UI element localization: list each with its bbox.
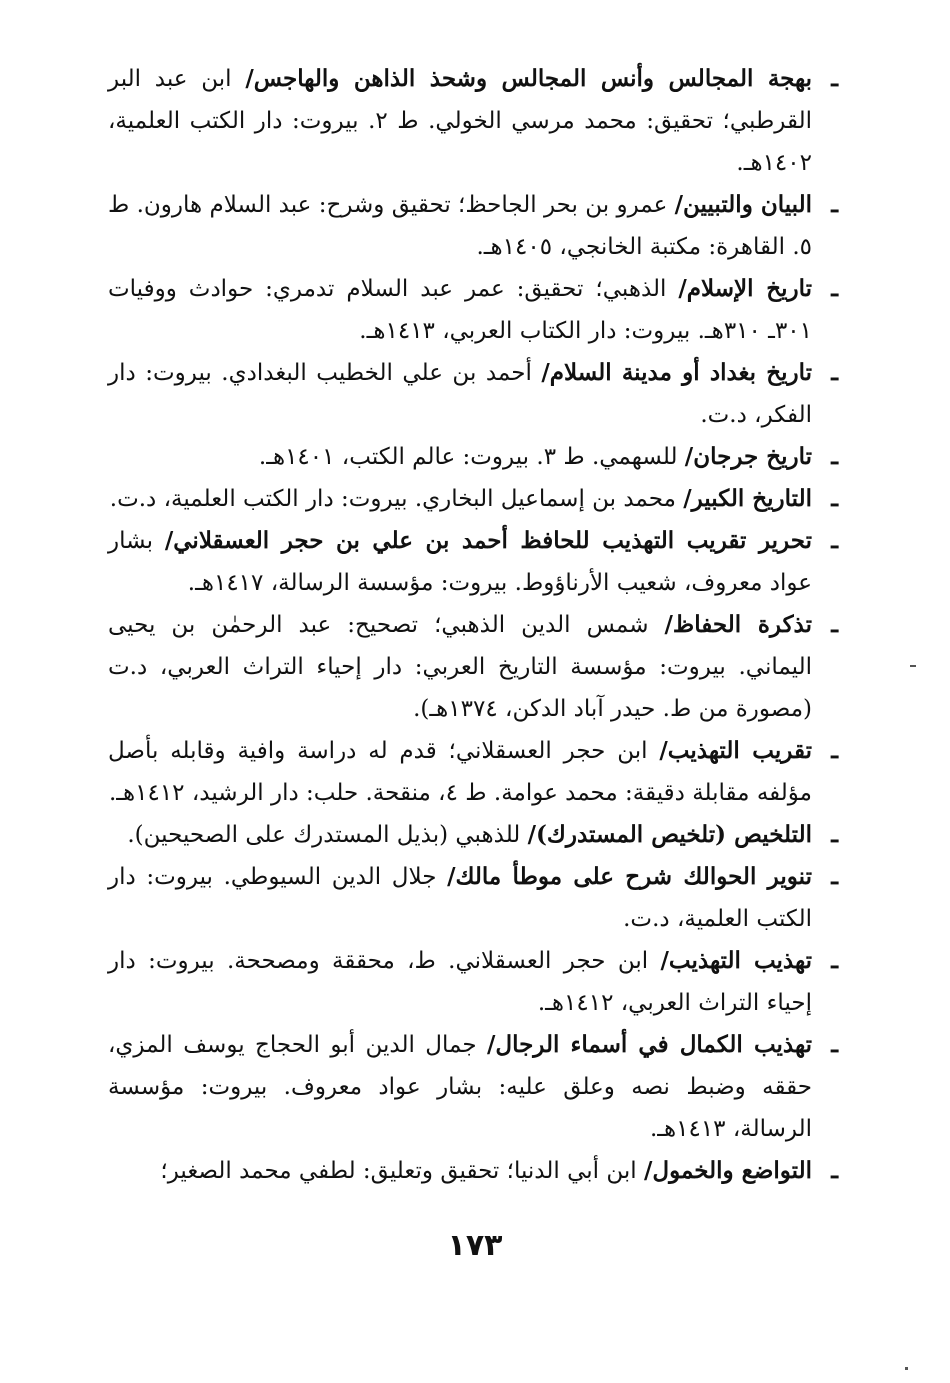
entry-dash: ـ [831, 821, 838, 848]
entry-title: التواضع والخمول/ [643, 1157, 812, 1184]
entry-title: تاريخ جرجان/ [684, 443, 812, 470]
entry-details: محمد بن إسماعيل البخاري. بيروت: دار الكتب العلمية، د.ت. [109, 486, 684, 512]
entry-title: تقريب التهذيب/ [659, 737, 812, 764]
page-number: ١٧٣ [447, 1228, 503, 1263]
bibliography-page [108, 58, 838, 1192]
bibliography-entry [108, 1150, 838, 1192]
entry-title: تاريخ الإسلام/ [678, 275, 812, 302]
scan-speck [905, 1367, 908, 1370]
entry-details: الذهبي؛ تحقيق: عمر عبد السلام تدمري: حوادث ووفيات ٣٠١ـ ٣١٠هـ. بيروت: دار الكتاب العربي، ١٤١٣هـ. [108, 276, 812, 344]
entry-details: جلال الدين السيوطي. بيروت: دار الكتب العلمية، د.ت. [108, 864, 812, 932]
entry-details: للسهمي. ط ٣. بيروت: عالم الكتب، ١٤٠١هـ. [258, 444, 685, 470]
entry-details: ابن أبي الدنيا؛ تحقيق وتعليق: لطفي محمد الصغير؛ [160, 1158, 644, 1184]
bibliography-entry [108, 352, 838, 436]
entry-details: جمال الدين أبو الحجاج يوسف المزي، حققه وضبط نصه وعلق عليه: بشار عواد معروف. بيروت: مؤسسة الرسالة، ١٤١٣هـ. [108, 1032, 812, 1142]
entry-details: للذهبي (بذيل المستدرك على الصحيحين). [127, 822, 528, 848]
bibliography-entry [108, 184, 838, 268]
entry-details: ابن حجر العسقلاني. ط، محققة ومصححة. بيروت: دار إحياء التراث العربي، ١٤١٢هـ. [108, 948, 812, 1016]
bibliography-entry [108, 478, 838, 520]
entry-details: شمس الدين الذهبي؛ تصحيح: عبد الرحمٰن بن يحيى اليماني. بيروت: مؤسسة التاريخ العربي: دار إحياء التراث العربي، د.ت (مصورة من ط. حيدر آباد الدكن، ١٣٧٤هـ). [108, 612, 812, 722]
bibliography-entry [108, 856, 838, 940]
entry-title: تنوير الحوالك شرح على موطأ مالك/ [447, 863, 812, 890]
scan-speck [910, 665, 916, 667]
entry-dash: ـ [831, 1031, 838, 1058]
entry-dash: ـ [831, 737, 838, 764]
bibliography-entry [108, 604, 838, 730]
bibliography-entry [108, 940, 838, 1024]
entry-details: بشار عواد معروف، شعيب الأرناؤوط. بيروت: مؤسسة الرسالة، ١٤١٧هـ. [108, 528, 812, 596]
entry-title: التلخيص (تلخيص المستدرك)/ [527, 821, 812, 848]
entry-dash: ـ [831, 1157, 838, 1184]
entry-details: ابن حجر العسقلاني؛ قدم له دراسة وافية وقابله بأصل مؤلفه مقابلة دقيقة: محمد عوامة. ط ٤، منقحة. حلب: دار الرشيد، ١٤١٢هـ. [108, 738, 812, 806]
bibliography-entry [108, 268, 838, 352]
entry-dash: ـ [831, 947, 838, 974]
bibliography-entry [108, 58, 838, 184]
entry-title: تهذيب التهذيب/ [660, 947, 812, 974]
entry-title: البيان والتبيين/ [674, 191, 812, 218]
entry-title: بهجة المجالس وأنس المجالس وشحذ الذاهن والهاجس/ [245, 65, 812, 92]
entry-details: ابن عبد البر القرطبي؛ تحقيق: محمد مرسي الخولي. ط ٢. بيروت: دار الكتب العلمية، ١٤٠٢هـ. [108, 66, 813, 176]
entry-title: تاريخ بغداد أو مدينة السلام/ [541, 359, 812, 386]
bibliography-entry [108, 730, 838, 814]
entry-dash: ـ [831, 485, 838, 512]
bibliography-entry [108, 1024, 838, 1150]
bibliography-entry [108, 436, 838, 478]
bibliography-entry [108, 520, 838, 604]
entry-title: تهذيب الكمال في أسماء الرجال/ [486, 1031, 813, 1058]
entry-details: أحمد بن علي الخطيب البغدادي. بيروت: دار الفكر، د.ت. [108, 360, 812, 428]
entry-title: التاريخ الكبير/ [683, 485, 812, 512]
entry-details: عمرو بن بحر الجاحظ؛ تحقيق وشرح: عبد السلام هارون. ط ٥. القاهرة: مكتبة الخانجي، ١٤٠٥هـ. [108, 192, 812, 260]
entry-dash: ـ [831, 359, 838, 386]
entry-dash: ـ [831, 527, 838, 554]
entry-title: تذكرة الحفاظ/ [664, 611, 812, 638]
entry-dash: ـ [831, 275, 838, 302]
entry-dash: ـ [831, 191, 838, 218]
entry-dash: ـ [831, 65, 838, 92]
bibliography-entry [108, 814, 838, 856]
entry-dash: ـ [831, 443, 838, 470]
entry-dash: ـ [831, 611, 838, 638]
entry-dash: ـ [831, 863, 838, 890]
entry-title: تحرير تقريب التهذيب للحافظ أحمد بن علي بن حجر العسقلاني/ [164, 527, 812, 554]
